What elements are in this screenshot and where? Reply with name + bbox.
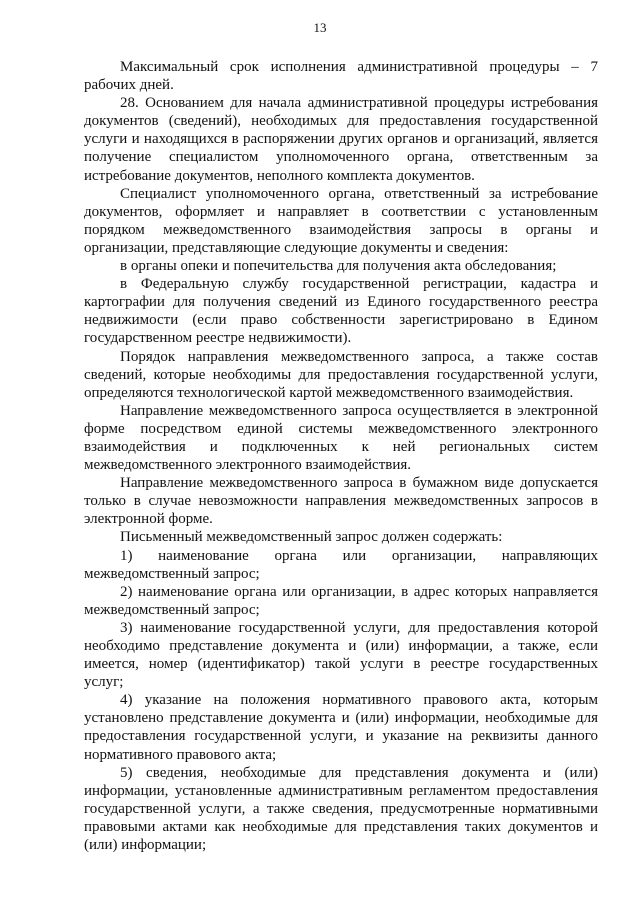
paragraph-clause-28: 28. Основанием для начала административной процедуры истребования документов (сведений), необходимых для предоставления государственной услуги и находящихся в распоряжении других органов и организаций, является получение специалистом уполномоченного органа, ответственным за истребование документов, неполного комплекта документов. (84, 95, 598, 184)
document-body (84, 58, 598, 854)
paragraph-written-request-contents: Письменный межведомственный запрос должен содержать: (120, 529, 503, 546)
paragraph-request-procedure: Порядок направления межведомственного запроса, а также состав сведений, которые необходимы для предоставления государственной услуги, определяются технологической картой межведомственного взаимодействия. (84, 348, 598, 401)
paragraph-paper-request: Направление межведомственного запроса в бумажном виде допускается только в случае невозможности направления межведомственных запросов в электронной форме. (84, 475, 598, 528)
page-number: 13 (313, 20, 327, 35)
paragraph-max-term: Максимальный срок исполнения административной процедуры – 7 рабочих дней. (84, 59, 598, 94)
list-item-4: 4) указание на положения нормативного правового акта, которым установлено представление документа и (или) информации, необходимые для предоставления государственной услуги, и указание на реквизиты данного нормативного правового акта; (84, 692, 598, 763)
list-item-5: 5) сведения, необходимые для представления документа и (или) информации, установленные административным регламентом предоставления государственной услуги, а также сведения, предусмотренные нормативными правовыми актами как необходимые для представления таких документов и (или) информации; (84, 764, 598, 854)
paragraph-federal-registration-service: в Федеральную службу государственной регистрации, кадастра и картографии для получения сведений из Единого государственного реестра недвижимости (если право собственности зарегистрировано в Едином государственном реестре недвижимости). (84, 276, 598, 347)
list-item-2: 2) наименование органа или организации, в адрес которых направляется межведомственный запрос; (84, 583, 598, 618)
list-item-3: 3) наименование государственной услуги, для предоставления которой необходимо представление документа и (или) информации, а также, если имеется, номер (идентификатор) такой услуги в реестре государственных услуг; (84, 619, 598, 691)
paragraph-guardianship-bodies: в органы опеки и попечительства для получения акта обследования; (120, 258, 557, 275)
paragraph-electronic-request: Направление межведомственного запроса осуществляется в электронной форме посредством единой системы межведомственного электронного взаимодействия и подключенных к ней региональных систем межведомственного электронного взаимодействия. (84, 402, 598, 474)
paragraph-specialist-requests: Специалист уполномоченного органа, ответственный за истребование документов, оформляет и направляет в соответствии с установленным порядком межведомственного взаимодействия запросы в органы и организации, представляющие следующие документы и сведения: (84, 185, 598, 256)
list-item-1: 1) наименование органа или организации, направляющих межведомственный запрос; (84, 547, 598, 582)
